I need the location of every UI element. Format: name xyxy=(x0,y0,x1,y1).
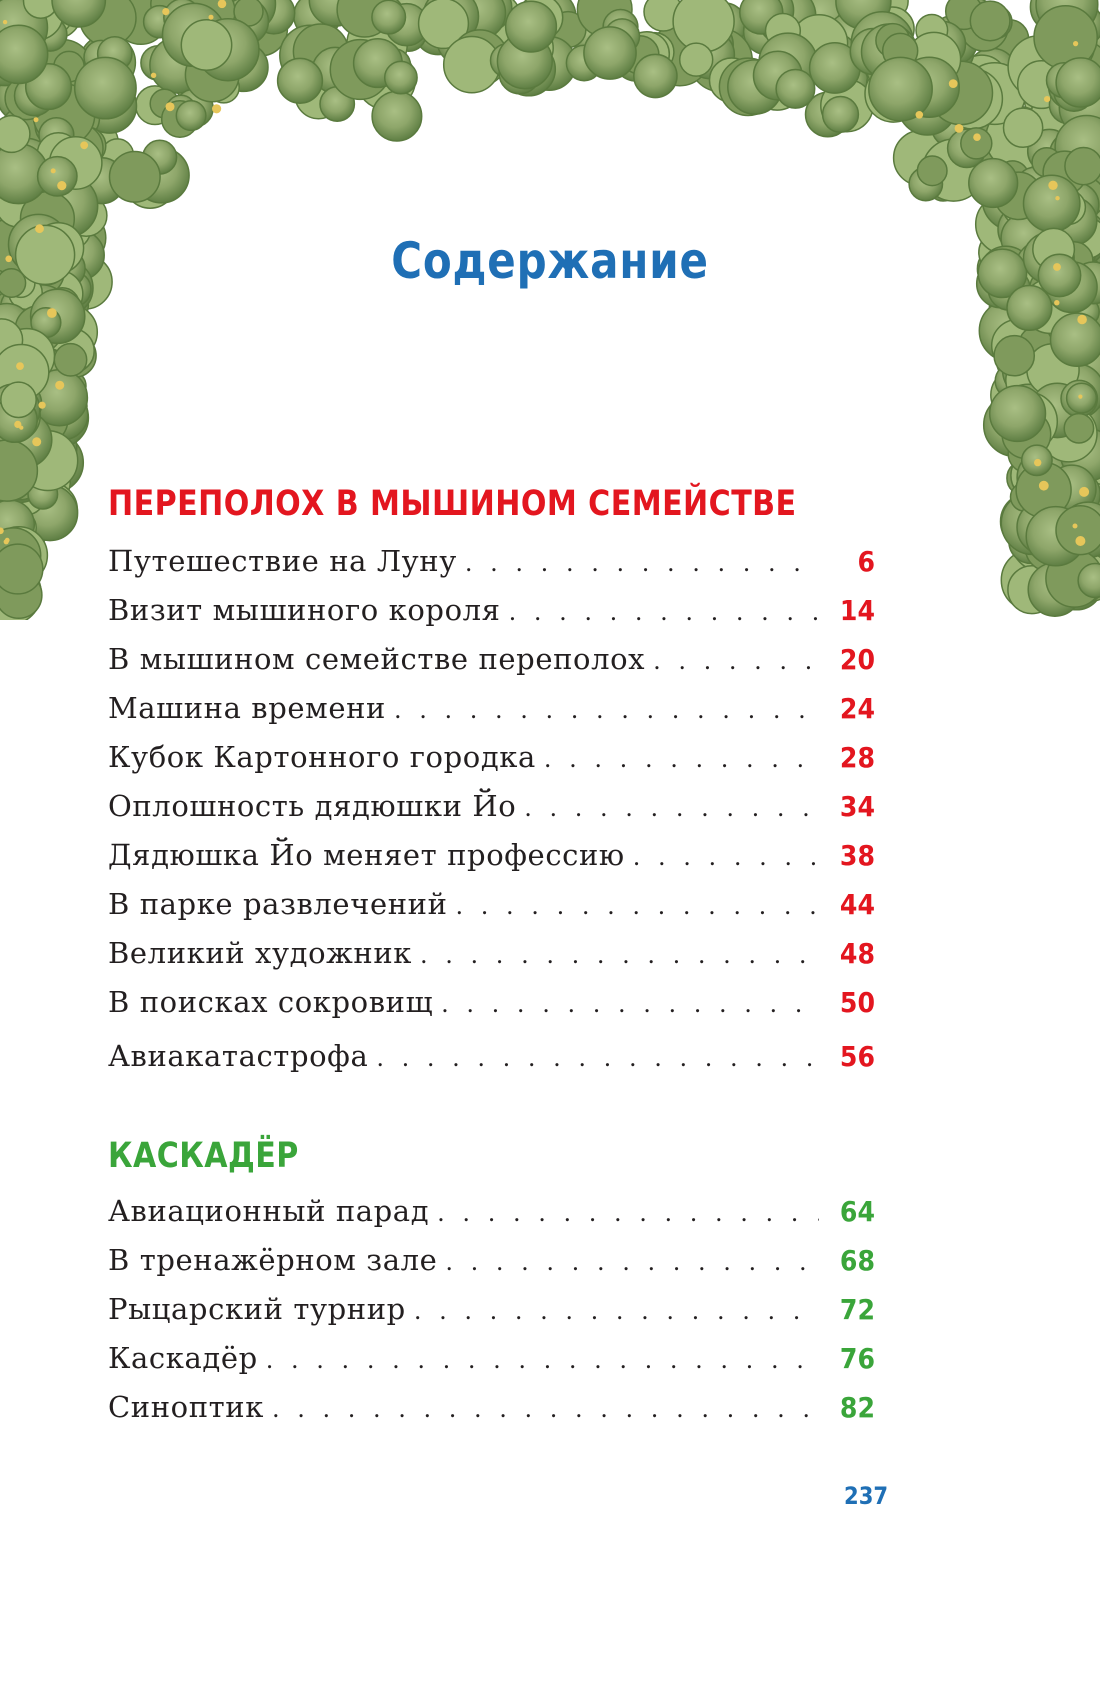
leaf-cluster xyxy=(1004,108,1043,147)
blossom-dot xyxy=(1054,300,1059,305)
blossom-dot xyxy=(212,104,221,113)
toc-entry-title: Каскадёр xyxy=(108,1341,258,1375)
toc-entry[interactable] xyxy=(108,544,875,584)
leaf-cluster xyxy=(869,57,932,120)
toc-entry-page: 68 xyxy=(839,1244,875,1277)
toc-entry[interactable] xyxy=(108,1390,875,1430)
toc-entry-page: 64 xyxy=(839,1195,875,1228)
dot-leader xyxy=(524,794,819,822)
blossom-dot xyxy=(5,255,12,262)
toc-entry-title: Синоптик xyxy=(108,1390,264,1424)
blossom-dot xyxy=(47,308,57,318)
toc-entry[interactable] xyxy=(108,691,875,731)
leaf-cluster xyxy=(970,1,1010,41)
leaf-cluster xyxy=(1056,58,1100,107)
page-title: Содержание xyxy=(391,232,709,290)
leaf-cluster xyxy=(1051,313,1100,366)
blossom-dot xyxy=(209,15,214,20)
blossom-dot xyxy=(16,362,24,370)
blossom-dot xyxy=(14,421,21,428)
dot-leader xyxy=(445,1248,819,1276)
leaf-cluster xyxy=(961,128,992,159)
blossom-dot xyxy=(1075,536,1085,546)
toc-entry[interactable] xyxy=(108,936,875,976)
dot-leader xyxy=(509,598,819,626)
toc-entry-page: 44 xyxy=(839,888,875,921)
leaf-cluster xyxy=(54,344,86,376)
toc-entry[interactable] xyxy=(108,887,875,927)
dot-leader xyxy=(437,1199,819,1227)
blossom-dot xyxy=(51,168,56,173)
blossom-dot xyxy=(1048,181,1057,190)
toc-entry-title: В тренажёрном зале xyxy=(108,1243,438,1277)
toc-entry[interactable] xyxy=(108,838,875,878)
blossom-dot xyxy=(1077,315,1087,325)
blossom-dot xyxy=(151,73,156,78)
toc-entry-title: В парке развлечений xyxy=(108,887,448,921)
toc-entry-title: Авиакатастрофа xyxy=(108,1039,369,1073)
toc-entry[interactable] xyxy=(108,593,875,633)
toc-entry-title: Кубок Картонного городка xyxy=(108,740,536,774)
toc-entry-title: Великий художник xyxy=(108,936,413,970)
blossom-dot xyxy=(39,402,46,409)
toc-entry[interactable] xyxy=(108,1292,875,1332)
toc-entry-title: Оплошность дядюшки Йо xyxy=(108,789,517,823)
dot-leader xyxy=(441,990,819,1018)
leaf-cluster xyxy=(680,43,713,76)
toc-entry-page: 56 xyxy=(839,1040,875,1073)
leaf-cluster xyxy=(16,225,75,284)
dot-leader xyxy=(465,549,819,577)
toc-entry-page: 14 xyxy=(839,594,875,627)
leaf-cluster xyxy=(385,61,417,93)
leaf-cluster xyxy=(1038,254,1080,296)
toc-entry-title: Машина времени xyxy=(108,691,386,725)
blossom-dot xyxy=(1053,263,1061,271)
toc-entry-title: Рыцарский турнир xyxy=(108,1292,406,1326)
leaf-cluster xyxy=(181,20,231,70)
blossom-dot xyxy=(3,20,7,24)
blossom-dot xyxy=(1034,459,1041,466)
dot-leader xyxy=(633,843,819,871)
dot-leader xyxy=(653,647,819,675)
leaf-cluster xyxy=(823,97,859,133)
leaf-cluster xyxy=(634,54,677,97)
toc-entry-title: Визит мышиного короля xyxy=(108,593,501,627)
toc-entry[interactable] xyxy=(108,985,875,1025)
leaf-cluster xyxy=(969,159,1018,208)
blossom-dot xyxy=(35,224,44,233)
leaf-cluster xyxy=(1056,506,1100,555)
blossom-dot xyxy=(57,181,66,190)
dot-leader xyxy=(544,745,819,773)
blossom-dot xyxy=(949,79,958,88)
dot-leader xyxy=(420,941,819,969)
blossom-dot xyxy=(4,539,9,544)
leaf-cluster xyxy=(38,157,77,196)
toc-entry-page: 48 xyxy=(839,937,875,970)
toc-entry-page: 76 xyxy=(839,1342,875,1375)
leaf-cluster xyxy=(1,382,36,417)
blossom-dot xyxy=(1073,41,1078,46)
leaf-cluster xyxy=(75,57,136,118)
toc-entry-page: 28 xyxy=(839,741,875,774)
toc-entry-page: 38 xyxy=(839,839,875,872)
toc-entry[interactable] xyxy=(108,1039,875,1079)
blossom-dot xyxy=(1044,96,1050,102)
toc-entry-page: 82 xyxy=(839,1391,875,1424)
blossom-dot xyxy=(955,124,964,133)
leaf-cluster xyxy=(372,91,422,141)
blossom-dot xyxy=(166,102,175,111)
leaf-cluster xyxy=(0,116,30,153)
section-heading-mouse-family: ПЕРЕПОЛОХ В МЫШИНОМ СЕМЕЙСТВЕ xyxy=(108,484,797,524)
toc-entry[interactable] xyxy=(108,642,875,682)
toc-entry-title: Авиационный парад xyxy=(108,1194,430,1228)
blossom-dot xyxy=(34,117,39,122)
blossom-dot xyxy=(55,381,64,390)
toc-entry-page: 34 xyxy=(839,790,875,823)
leaf-cluster xyxy=(917,156,947,186)
blossom-dot xyxy=(80,141,88,149)
dot-leader xyxy=(266,1346,819,1374)
leaf-cluster xyxy=(506,1,557,52)
leaf-cluster xyxy=(0,269,26,297)
leaf-cluster xyxy=(1064,414,1093,443)
blossom-dot xyxy=(1078,395,1082,399)
blossom-dot xyxy=(973,133,981,141)
toc-entry[interactable] xyxy=(108,1243,875,1283)
toc-entry-title: Путешествие на Луну xyxy=(108,544,457,578)
leaf-cluster xyxy=(990,386,1046,442)
dot-leader xyxy=(414,1297,819,1325)
leaf-cluster xyxy=(110,152,161,203)
toc-entry[interactable] xyxy=(108,789,875,829)
leaf-cluster xyxy=(1065,148,1100,185)
blossom-dot xyxy=(1039,481,1049,491)
blossom-dot xyxy=(162,8,169,15)
leaf-cluster xyxy=(994,336,1034,376)
toc-entry-page: 50 xyxy=(839,986,875,1019)
leaf-cluster xyxy=(776,70,815,109)
blossom-dot xyxy=(1073,524,1078,529)
leaf-cluster xyxy=(1007,286,1052,331)
toc-entry-title: В мышином семействе переполох xyxy=(108,642,646,676)
tree-foliage-decoration xyxy=(0,0,1100,620)
toc-entry[interactable] xyxy=(108,740,875,780)
dot-leader xyxy=(394,696,819,724)
toc-entry-page: 20 xyxy=(839,643,875,676)
page-number: 237 xyxy=(844,1482,889,1510)
section-heading-stuntman: КАСКАДЁР xyxy=(108,1136,299,1176)
toc-entry-title: В поисках сокровищ xyxy=(108,985,434,1019)
dot-leader xyxy=(376,1044,819,1072)
toc-entry-page: 24 xyxy=(839,692,875,725)
leaf-cluster xyxy=(0,544,43,594)
leaf-cluster xyxy=(176,101,206,131)
dot-leader xyxy=(272,1395,819,1423)
toc-entry-title: Дядюшка Йо меняет профессию xyxy=(108,838,625,872)
blossom-dot xyxy=(916,111,924,119)
leaf-cluster xyxy=(372,0,406,34)
leaf-cluster xyxy=(278,58,323,103)
toc-entry-page: 72 xyxy=(839,1293,875,1326)
dot-leader xyxy=(456,892,819,920)
blossom-dot xyxy=(1055,196,1059,200)
blossom-dot xyxy=(1079,487,1089,497)
toc-entry-page: 6 xyxy=(857,545,875,578)
toc-entry[interactable] xyxy=(108,1194,875,1234)
blossom-dot xyxy=(32,437,41,446)
leaf-cluster xyxy=(584,27,636,79)
toc-entry[interactable] xyxy=(108,1341,875,1381)
